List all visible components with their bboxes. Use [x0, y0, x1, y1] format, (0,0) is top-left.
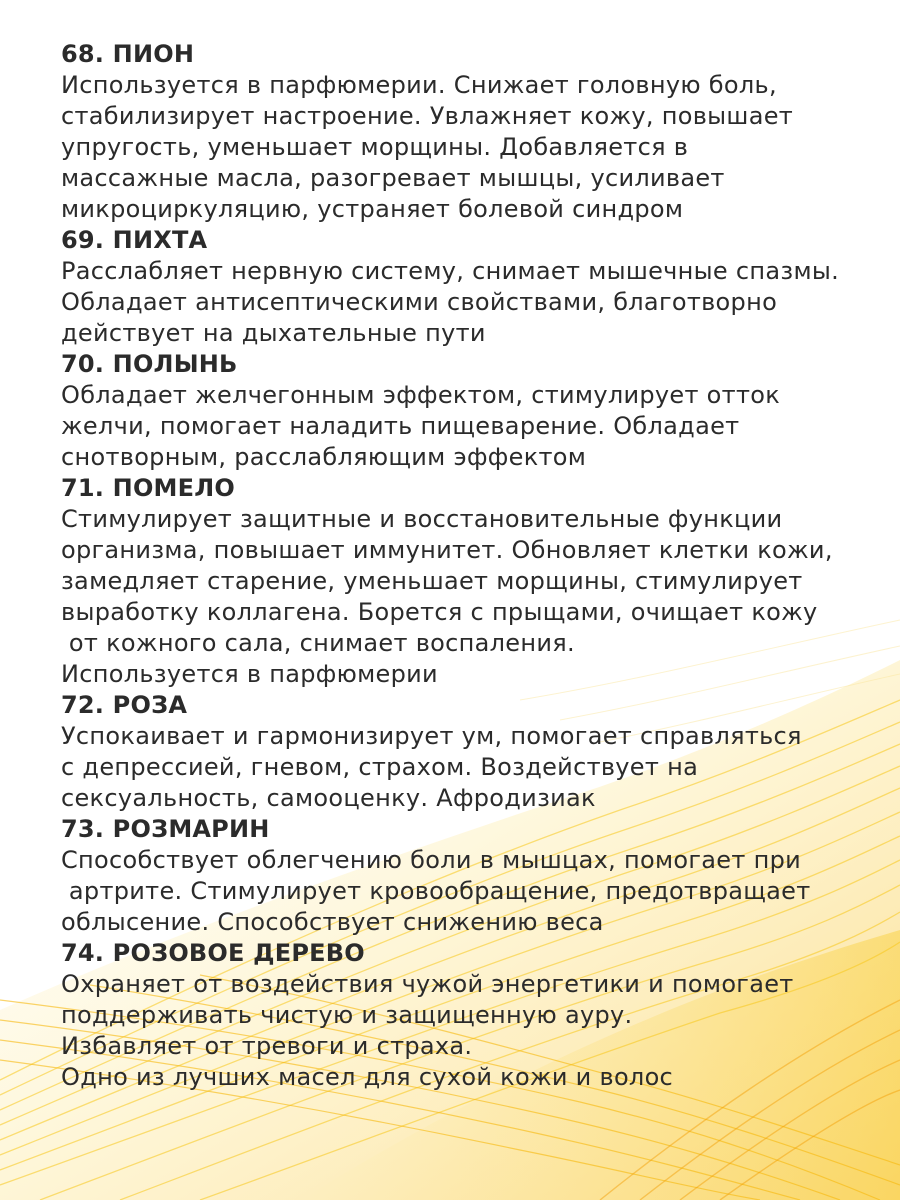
oil-description-line: Стимулирует защитные и восстановительные функции	[61, 505, 783, 533]
oil-entry-title: 70. ПОЛЫНЬ	[61, 350, 238, 378]
oil-description-line: артрите. Стимулирует кровообращение, предотвращает	[61, 877, 811, 905]
oil-description-line: Избавляет от тревоги и страха.	[61, 1032, 473, 1060]
oil-description-line: микроциркуляцию, устраняет болевой синдром	[61, 195, 684, 223]
essential-oils-list	[61, 39, 891, 1093]
oil-entry	[61, 473, 891, 690]
oil-entry	[61, 814, 891, 938]
oil-entry-title: 72. РОЗА	[61, 691, 188, 719]
oil-entry-title: 74. РОЗОВОЕ ДЕРЕВО	[61, 939, 365, 967]
oil-description-line: массажные масла, разогревает мышцы, усиливает	[61, 164, 725, 192]
oil-description-line: Способствует облегчению боли в мышцах, помогает при	[61, 846, 801, 874]
oil-description-line: снотворным, расслабляющим эффектом	[61, 443, 587, 471]
oil-entry	[61, 39, 891, 225]
oil-description-line: облысение. Способствует снижению веса	[61, 908, 604, 936]
oil-entry-title: 68. ПИОН	[61, 40, 195, 68]
oil-description-line: Расслабляет нервную систему, снимает мышечные спазмы.	[61, 257, 840, 285]
oil-description-line: с депрессией, гневом, страхом. Воздействует на	[61, 753, 699, 781]
oil-description-line: Одно из лучших масел для сухой кожи и волос	[61, 1063, 674, 1091]
oil-description-line: Обладает желчегонным эффектом, стимулирует отток	[61, 381, 781, 409]
oil-description-line: упругость, уменьшает морщины. Добавляется в	[61, 133, 689, 161]
oil-description-line: поддерживать чистую и защищенную ауру.	[61, 1001, 633, 1029]
oil-entry	[61, 349, 891, 473]
oil-description-line: выработку коллагена. Борется с прыщами, очищает кожу	[61, 598, 818, 626]
oil-description-line: Обладает антисептическими свойствами, благотворно	[61, 288, 778, 316]
oil-description-line: стабилизирует настроение. Увлажняет кожу, повышает	[61, 102, 794, 130]
oil-entry	[61, 225, 891, 349]
oil-entry-title: 69. ПИХТА	[61, 226, 208, 254]
oil-description-line: Успокаивает и гармонизирует ум, помогает справляться	[61, 722, 802, 750]
oil-description-line: Используется в парфюмерии. Снижает головную боль,	[61, 71, 777, 99]
oil-description-line: Используется в парфюмерии	[61, 660, 438, 688]
oil-entry-title: 71. ПОМЕЛО	[61, 474, 235, 502]
oil-description-line: Охраняет от воздействия чужой энергетики и помогает	[61, 970, 794, 998]
oil-description-line: сексуальность, самооценку. Афродизиак	[61, 784, 596, 812]
oil-description-line: организма, повышает иммунитет. Обновляет клетки кожи,	[61, 536, 833, 564]
oil-description-line: от кожного сала, снимает воспаления.	[61, 629, 575, 657]
oil-entry-title: 73. РОЗМАРИН	[61, 815, 270, 843]
oil-entry	[61, 938, 891, 1093]
oil-description-line: замедляет старение, уменьшает морщины, стимулирует	[61, 567, 803, 595]
oil-entry	[61, 690, 891, 814]
oil-description-line: действует на дыхательные пути	[61, 319, 486, 347]
oil-description-line: желчи, помогает наладить пищеварение. Обладает	[61, 412, 740, 440]
